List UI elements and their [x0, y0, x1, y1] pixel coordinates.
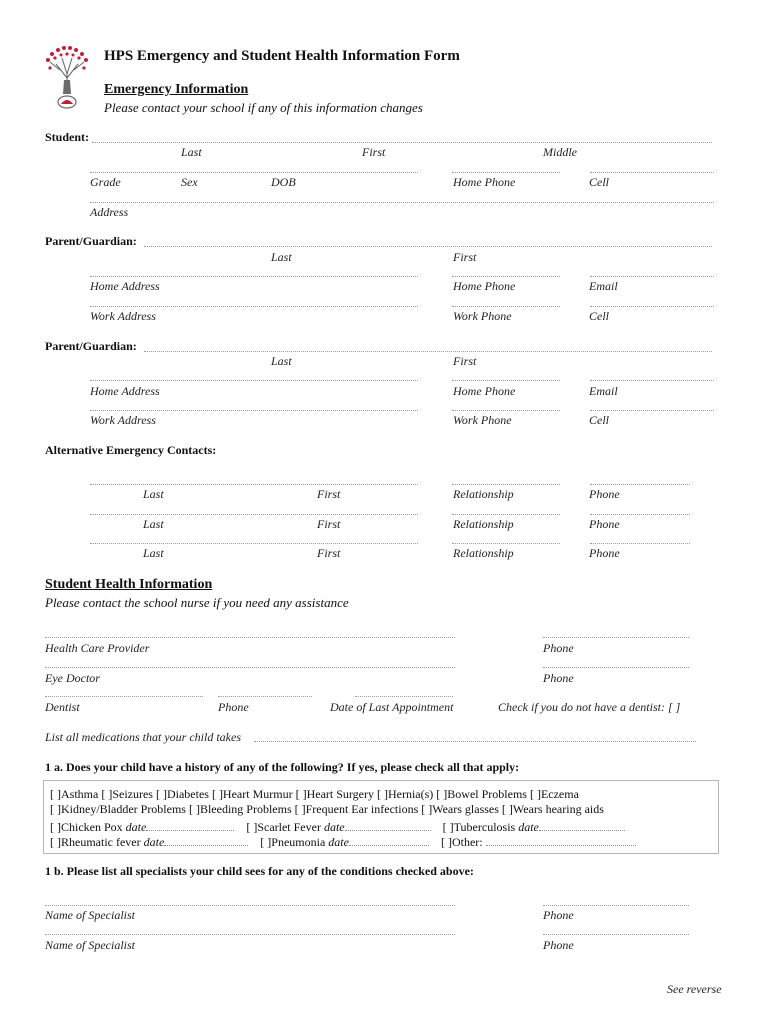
- scarlet-fever-date-field[interactable]: [345, 819, 431, 831]
- student-cell-caption: Cell: [589, 175, 609, 189]
- pneumonia-checkbox[interactable]: [ ]Pneumonia: [260, 835, 329, 849]
- alt3-phone-field[interactable]: [590, 543, 690, 544]
- specialist2-phone-field[interactable]: [543, 934, 689, 935]
- specialist1-phone-field[interactable]: [543, 905, 689, 906]
- tree-base-mark: [61, 100, 73, 104]
- guardian1-home-phone-field[interactable]: [452, 276, 560, 277]
- alt2-first-caption: First: [317, 517, 341, 531]
- guardian2-home-phone-caption: Home Phone: [453, 384, 516, 398]
- chicken-pox-checkbox[interactable]: [ ]Chicken Pox: [50, 820, 126, 834]
- guardian1-label: Parent/Guardian:: [45, 234, 137, 248]
- guardian1-home-address-field[interactable]: [90, 276, 418, 277]
- specialist1-phone-caption: Phone: [543, 908, 574, 922]
- health-provider-field[interactable]: [45, 637, 455, 638]
- guardian1-name-field[interactable]: [144, 246, 712, 247]
- alt2-relationship-field[interactable]: [452, 514, 560, 515]
- health-provider-phone-field[interactable]: [543, 637, 689, 638]
- alt2-relationship-caption: Relationship: [453, 517, 514, 531]
- eye-doctor-phone-field[interactable]: [543, 667, 689, 668]
- guardian2-work-address-caption: Work Address: [90, 413, 156, 427]
- alt1-name-field[interactable]: [90, 484, 418, 485]
- guardian2-home-address-caption: Home Address: [90, 384, 160, 398]
- chicken-pox-date-label: date: [125, 820, 147, 834]
- other-checkbox[interactable]: [ ]Other:: [440, 835, 486, 849]
- history-question: 1 a. Does your child have a history of any of the following? If yes, please check all that apply:: [45, 760, 520, 774]
- scarlet-fever-date-label: date: [323, 820, 345, 834]
- guardian2-cell-caption: Cell: [589, 413, 609, 427]
- health-provider-caption: Health Care Provider: [45, 641, 150, 655]
- student-cell-field[interactable]: [590, 172, 714, 173]
- guardian1-home-phone-caption: Home Phone: [453, 279, 516, 293]
- guardian2-first-caption: First: [453, 354, 477, 368]
- alt3-first-caption: First: [317, 546, 341, 560]
- guardian1-email-field[interactable]: [590, 276, 714, 277]
- other-condition-field[interactable]: [486, 834, 636, 846]
- eye-doctor-phone-caption: Phone: [543, 671, 574, 685]
- guardian1-work-phone-caption: Work Phone: [453, 309, 512, 323]
- student-home-phone-caption: Home Phone: [453, 175, 516, 189]
- alt3-relationship-field[interactable]: [452, 543, 560, 544]
- chicken-pox-date-field[interactable]: [146, 819, 234, 831]
- health-heading: Student Health Information: [45, 577, 213, 592]
- no-dentist-checkbox[interactable]: Check if you do not have a dentist: [ ]: [498, 700, 681, 714]
- guardian2-work-address-field[interactable]: [90, 410, 418, 411]
- student-middle-caption: Middle: [543, 145, 577, 159]
- history-checklist-box: [43, 780, 719, 854]
- student-grade-sex-dob-field[interactable]: [90, 172, 418, 173]
- student-dob-caption: DOB: [271, 175, 296, 189]
- tree-leaves: [46, 46, 88, 70]
- dentist-field[interactable]: [45, 696, 203, 697]
- specialist2-phone-caption: Phone: [543, 938, 574, 952]
- alt2-phone-field[interactable]: [590, 514, 690, 515]
- student-first-caption: First: [362, 145, 386, 159]
- form-title: HPS Emergency and Student Health Information Form: [104, 48, 460, 64]
- guardian2-cell-field[interactable]: [590, 410, 714, 411]
- specialist2-caption: Name of Specialist: [45, 938, 135, 952]
- alt1-relationship-caption: Relationship: [453, 487, 514, 501]
- specialist1-field[interactable]: [45, 905, 455, 906]
- rheumatic-fever-checkbox[interactable]: [ ]Rheumatic fever: [50, 835, 144, 849]
- dentist-phone-caption: Phone: [218, 700, 249, 714]
- history-row-4: [50, 834, 636, 850]
- pneumonia-date-label: date: [328, 835, 349, 849]
- medications-field[interactable]: [254, 741, 696, 742]
- alt2-name-field[interactable]: [90, 514, 418, 515]
- guardian2-last-caption: Last: [271, 354, 292, 368]
- rheumatic-fever-date-label: date: [143, 835, 165, 849]
- guardian1-cell-caption: Cell: [589, 309, 609, 323]
- alt-contacts-label: Alternative Emergency Contacts:: [45, 443, 217, 457]
- history-row-1[interactable]: [ ]Asthma [ ]Seizures [ ]Diabetes [ ]Heart Murmur [ ]Heart Surgery [ ]Hernia(s) [ ]Bowel Problems [ ]Eczema: [50, 787, 579, 801]
- guardian1-last-caption: Last: [271, 250, 292, 264]
- student-address-caption: Address: [90, 205, 129, 219]
- guardian2-home-address-field[interactable]: [90, 380, 418, 381]
- dentist-caption: Dentist: [45, 700, 80, 714]
- alt2-last-caption: Last: [143, 517, 164, 531]
- tree-trunk: [63, 80, 71, 94]
- dentist-phone-field[interactable]: [218, 696, 312, 697]
- tuberculosis-date-field[interactable]: [539, 819, 625, 831]
- guardian2-email-field[interactable]: [590, 380, 714, 381]
- see-reverse-note: See reverse: [667, 982, 722, 996]
- guardian1-work-address-caption: Work Address: [90, 309, 156, 323]
- scarlet-fever-checkbox[interactable]: [ ]Scarlet Fever: [246, 820, 324, 834]
- alt1-phone-field[interactable]: [590, 484, 690, 485]
- alt2-phone-caption: Phone: [589, 517, 620, 531]
- guardian2-label: Parent/Guardian:: [45, 339, 137, 353]
- guardian2-name-field[interactable]: [144, 351, 712, 352]
- guardian2-email-caption: Email: [589, 384, 618, 398]
- rheumatic-fever-date-field[interactable]: [164, 834, 248, 846]
- specialist2-field[interactable]: [45, 934, 455, 935]
- pneumonia-date-field[interactable]: [349, 834, 429, 846]
- student-last-caption: Last: [181, 145, 202, 159]
- student-home-phone-field[interactable]: [452, 172, 560, 173]
- medications-caption: List all medications that your child takes: [45, 730, 241, 744]
- guardian1-work-address-field[interactable]: [90, 306, 418, 307]
- guardian1-home-address-caption: Home Address: [90, 279, 160, 293]
- eye-doctor-field[interactable]: [45, 667, 455, 668]
- tuberculosis-date-label: date: [518, 820, 539, 834]
- alt1-relationship-field[interactable]: [452, 484, 560, 485]
- emergency-heading: Emergency Information: [104, 82, 249, 97]
- alt1-first-caption: First: [317, 487, 341, 501]
- student-name-field[interactable]: [92, 142, 712, 143]
- student-label: Student:: [45, 130, 90, 144]
- guardian2-work-phone-caption: Work Phone: [453, 413, 512, 427]
- student-sex-caption: Sex: [181, 175, 198, 189]
- dentist-last-appt-field[interactable]: [355, 696, 453, 697]
- alt3-last-caption: Last: [143, 546, 164, 560]
- history-row-2[interactable]: [ ]Kidney/Bladder Problems [ ]Bleeding Problems [ ]Frequent Ear infections [ ]Wears glasses [ ]Wears hearing aids: [50, 802, 604, 816]
- specialist1-caption: Name of Specialist: [45, 908, 135, 922]
- alt3-name-field[interactable]: [90, 543, 418, 544]
- student-grade-caption: Grade: [90, 175, 121, 189]
- alt1-phone-caption: Phone: [589, 487, 620, 501]
- alt3-relationship-caption: Relationship: [453, 546, 514, 560]
- tuberculosis-checkbox[interactable]: [ ]Tuberculosis: [442, 820, 519, 834]
- guardian1-first-caption: First: [453, 250, 477, 264]
- alt1-last-caption: Last: [143, 487, 164, 501]
- specialists-question: 1 b. Please list all specialists your child sees for any of the conditions checked above:: [45, 864, 474, 878]
- guardian1-email-caption: Email: [589, 279, 618, 293]
- guardian2-home-phone-field[interactable]: [452, 380, 560, 381]
- emergency-note: Please contact your school if any of this information changes: [104, 100, 423, 115]
- eye-doctor-caption: Eye Doctor: [45, 671, 100, 685]
- guardian1-work-phone-field[interactable]: [452, 306, 560, 307]
- history-row-3: [50, 819, 625, 835]
- tree-logo: [42, 44, 92, 114]
- student-address-field[interactable]: [90, 202, 714, 203]
- health-note: Please contact the school nurse if you need any assistance: [45, 595, 349, 610]
- alt3-phone-caption: Phone: [589, 546, 620, 560]
- guardian1-cell-field[interactable]: [590, 306, 714, 307]
- last-appt-caption: Date of Last Appointment: [330, 700, 454, 714]
- guardian2-work-phone-field[interactable]: [452, 410, 560, 411]
- health-provider-phone-caption: Phone: [543, 641, 574, 655]
